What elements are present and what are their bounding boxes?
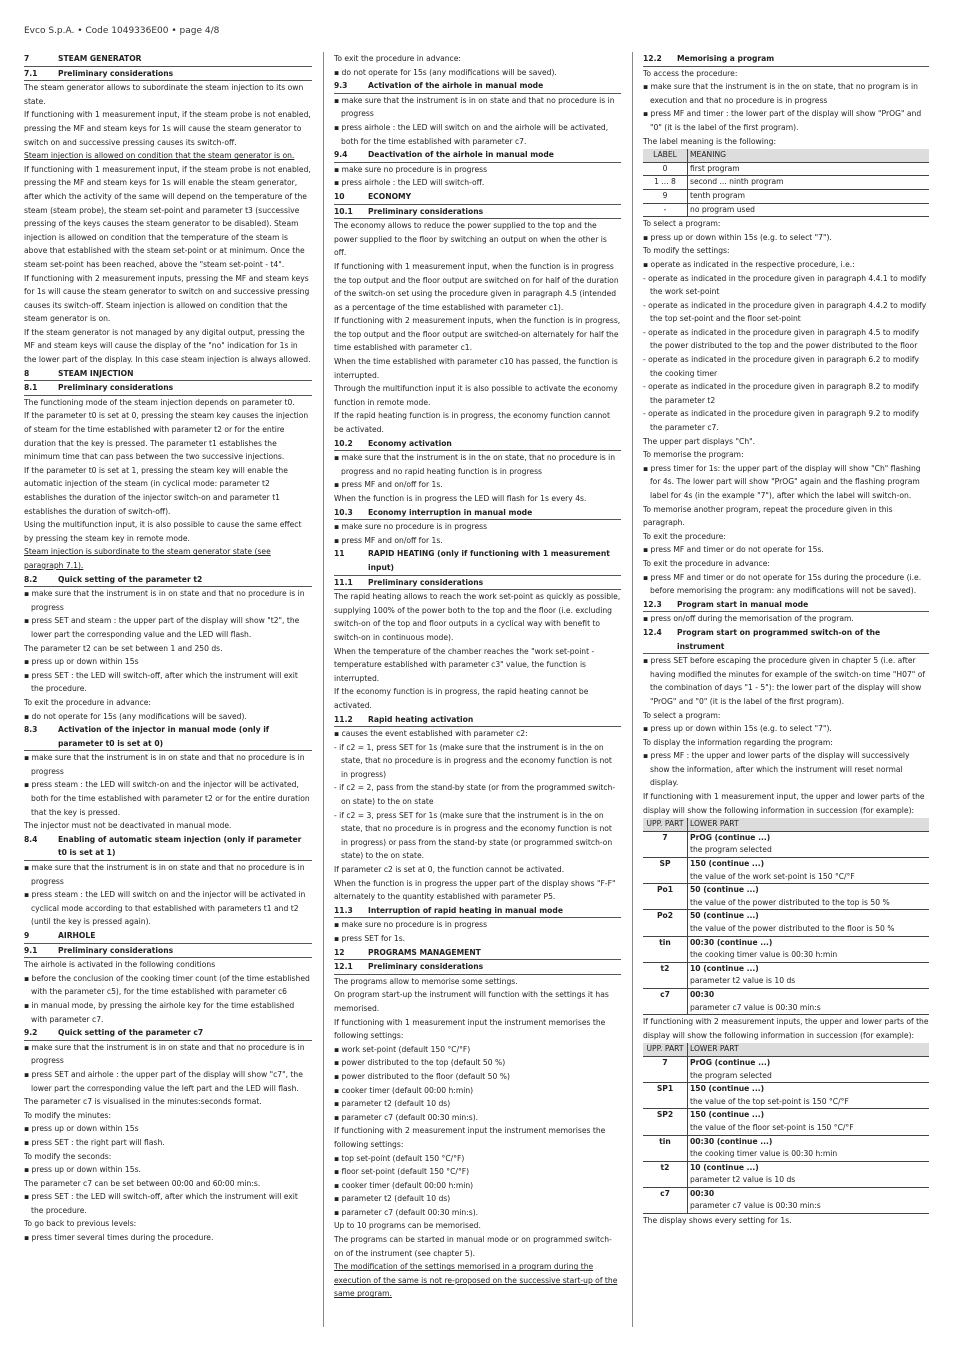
lower-part-description: parameter c7 value is 00:30 min:s [690, 1002, 821, 1012]
lower-part-value: 150 (continue ...) [690, 1110, 765, 1120]
bullet-item: ▪ make sure that the instrument is in on state and that no procedure is in progress [334, 95, 615, 119]
section-heading [334, 547, 621, 575]
bullet-item: ▪ power distributed to the top (default 50 %) [334, 1058, 506, 1068]
paragraph: Steam injection is subordinate to the steam generator state (see paragraph 7.1). [24, 547, 271, 570]
bullet-item: ▪ press SET : the LED will switch-off, after which the instrument will exit the procedure. [24, 670, 298, 694]
dash-item: - operate as indicated in the procedure given in paragraph 9.2 to modify the parameter c7. [643, 409, 919, 433]
lower-part-description: the cooking timer value is 00:30 h:min [690, 1149, 838, 1159]
lower-part-value: PrOG (continue ...) [690, 832, 771, 842]
lower-part-cell [688, 884, 930, 910]
section-number: 9.1 [24, 945, 38, 955]
bullet-item: ▪ press SET and airhole : the upper part of the display will show "c7", the lower part the corresponding value the left part and the LED will flash. [24, 1069, 303, 1093]
section-number: 9.4 [334, 150, 348, 160]
bullet-item: ▪ press SET and steam : the upper part of the display will show "t2", the lower part the corresponding value and the LED will flash. [24, 616, 300, 639]
section-heading [334, 506, 621, 521]
bullet-item: ▪ press up or down within 15s [24, 1124, 139, 1134]
section-title: Preliminary considerations [58, 68, 174, 78]
table-header-row [643, 818, 929, 831]
table-row [643, 1056, 929, 1082]
column-3-middle [643, 217, 929, 817]
footer-note: The display shows every setting for 1s. [643, 1216, 792, 1226]
table-row [643, 936, 929, 962]
paragraph: If the rapid heating function is in progress, the economy function cannot be activated. [334, 411, 610, 435]
dash-item: - if c2 = 1, press SET for 1s (make sure that the instrument is in the on state, that no procedure is in progress and the economy function is not in progress) [334, 742, 612, 779]
dash-item: - if c2 = 2, pass from the stand-by state (or from the programmed switch-on state) to the on state [334, 783, 616, 807]
lower-part-description: parameter t2 value is 10 ds [690, 1175, 796, 1185]
section-number: 11.2 [334, 714, 353, 724]
paragraph: The programs allow to memorise some settings. [334, 976, 518, 986]
column-1 [24, 52, 312, 1245]
section-heading [334, 437, 621, 452]
paragraph: When the function is in progress the upper part of the display shows "F-F" alternately to the quantity established with parameter P5. [334, 878, 616, 902]
section-number: 9.2 [24, 1028, 38, 1038]
lower-part-value: 00:30 [690, 989, 715, 999]
bullet-item: ▪ press MF and timer or do not operate for 15s during the procedure (i.e. before memorising the program: any modifications will not be saved). [643, 572, 922, 596]
dash-item: - operate as indicated in the procedure given in paragraph 4.4.2 to modify the top set-point and the floor set-point [643, 300, 927, 324]
paragraph: If functioning with 2 measurement input the instrument memorises the following settings: [334, 1126, 606, 1149]
section-title: Activation of the injector in manual mode (only if parameter t0 is set at 0) [58, 725, 270, 748]
table-cell: tenth program [688, 189, 930, 203]
lower-part-value: 10 (continue ...) [690, 1162, 759, 1172]
section-number: 11 [334, 549, 345, 559]
paragraph: The rapid heating allows to reach the work set-point as quickly as possible, supplying 100% of the power both to the top and the floor (i.e. excluding switch-on of the top and floor outputs in a cyclical way with benefit to switch-on in continuous mode). [334, 592, 621, 642]
paragraph: The parameter c7 can be set between 00:00 and 60:00 min:s. [24, 1178, 261, 1188]
paragraph: To access the procedure: [643, 68, 738, 78]
section-title: Program start in manual mode [677, 599, 809, 609]
paragraph: The airhole is activated in the following conditions [24, 960, 216, 970]
bullet-item: ▪ press up or down within 15s [24, 657, 139, 667]
section-number: 8.4 [24, 834, 38, 844]
lower-part-cell [688, 910, 930, 936]
section-title: Preliminary considerations [58, 945, 174, 955]
lower-part-description: the value of the power distributed to the floor is 50 % [690, 924, 895, 933]
section-number: 9 [24, 931, 30, 940]
dash-item: - operate as indicated in the procedure given in paragraph 6.2 to modify the cooking timer [643, 355, 919, 378]
section-number: 10.3 [334, 507, 353, 517]
paragraph: If functioning with 1 measurement input, if the steam probe is not enabled, pressing the MF and steam keys for 1s will cause the steam generator to switch on and successive pressing causes its switch-off. [24, 110, 311, 147]
paragraph: To exit the procedure: [643, 531, 726, 541]
paragraph: To memorise another program, repeat the procedure given in this paragraph. [643, 504, 893, 528]
upper-part-cell: 7 [643, 831, 688, 857]
lower-part-description: the program selected [690, 1070, 772, 1080]
paragraph: To modify the settings: [643, 246, 730, 256]
section-title: AIRHOLE [58, 931, 96, 940]
table-header-cell: LOWER PART [688, 818, 930, 831]
table-header-cell: UPP. PART [643, 818, 688, 831]
lower-part-description: the program selected [690, 845, 772, 855]
table-row [643, 910, 929, 936]
lower-part-cell [688, 1083, 930, 1109]
section-number: 9.3 [334, 81, 348, 91]
bullet-item: ▪ cooker timer (default 00:00 h:min) [334, 1180, 474, 1190]
section-heading [334, 205, 621, 220]
table-row [643, 884, 929, 910]
table-cell: 0 [643, 162, 688, 176]
section-title: Activation of the airhole in manual mode [368, 81, 544, 91]
bullet-item: ▪ floor set-point (default 150 °C/°F) [334, 1167, 470, 1177]
lower-part-description: the value of the floor set-point is 150 °C/°F [690, 1122, 854, 1132]
table-cell: - [643, 203, 688, 217]
section-heading [334, 79, 621, 94]
bullet-item: ▪ in manual mode, by pressing the airhole key for the time established with parameter c7. [24, 1000, 295, 1024]
section-heading [24, 52, 312, 67]
paragraph: The functioning mode of the steam injection depends on parameter t0. [24, 397, 295, 407]
program-info-table-1 [643, 818, 929, 1015]
lower-part-cell [688, 962, 930, 988]
table-cell: first program [688, 162, 930, 176]
bullet-item: ▪ causes the event established with parameter c2: [334, 729, 528, 739]
section-heading [643, 598, 929, 613]
bullet-item: ▪ press timer for 1s: the upper part of the display will show "Ch" flashing for 4s. The lower part will show "PrOG" again and the flashing program label for 4s (in the example "7"), after which the label will switch-on. [643, 463, 921, 500]
section-title: ECONOMY [368, 191, 412, 201]
section-heading [24, 929, 312, 944]
dash-item: - operate as indicated in the procedure given in paragraph 4.4.1 to modify the work set-point [643, 273, 927, 297]
table-header-row [643, 1043, 929, 1056]
paragraph: To select a program: [643, 219, 721, 229]
lower-part-description: parameter t2 value is 10 ds [690, 976, 796, 986]
bullet-item: ▪ cooker timer (default 00:00 h:min) [334, 1085, 474, 1095]
table-row [643, 176, 929, 190]
bullet-item: ▪ press up or down within 15s (e.g. to select "7"). [643, 724, 832, 734]
section-number: 8.1 [24, 383, 38, 393]
lower-part-cell [688, 1161, 930, 1187]
lower-part-value: 00:30 (continue ...) [690, 937, 773, 947]
section-title: Memorising a program [677, 54, 775, 63]
label-table [643, 149, 929, 217]
paragraph: When the temperature of the chamber reaches the "work set-point - temperature established with parameter c3" value, the function is interrupted. [334, 646, 595, 683]
section-title: STEAM GENERATOR [58, 54, 142, 63]
section-heading [334, 190, 621, 205]
bullet-item: ▪ press MF and on/off for 1s. [334, 480, 443, 490]
paragraph: If the parameter t0 is set at 0, pressing the steam key causes the injection of steam for the time established with parameter t2 or for the entire duration that the key is pressed. The parameter t1 establishes the minimum time that can pass between the two successive injections. [24, 411, 309, 462]
upper-part-cell: Po2 [643, 910, 688, 936]
lower-part-value: 10 (continue ...) [690, 963, 759, 973]
lower-part-value: 00:30 [690, 1188, 715, 1198]
bullet-item: ▪ top set-point (default 150 °C/°F) [334, 1153, 465, 1163]
table-cell: 1 ... 8 [643, 176, 688, 190]
section-heading [24, 573, 312, 588]
bullet-item: ▪ press SET : the right part will flash. [24, 1137, 165, 1147]
paragraph: On program start-up the instrument will function with the settings it has memorised. [334, 990, 609, 1013]
bullet-item: ▪ parameter t2 (default 10 ds) [334, 1099, 451, 1109]
dash-item: - operate as indicated in the procedure given in paragraph 8.2 to modify the parameter t2 [643, 382, 919, 405]
section-number: 10.2 [334, 438, 353, 448]
section-number: 12.3 [643, 599, 662, 609]
section-heading [24, 381, 312, 396]
section-title: Program start on programmed switch-on of the instrument [677, 627, 881, 651]
upper-part-cell: c7 [643, 988, 688, 1014]
table-row [643, 962, 929, 988]
bullet-item: ▪ press up or down within 15s (e.g. to select "7"). [643, 232, 832, 242]
lower-part-value: PrOG (continue ...) [690, 1057, 771, 1067]
table-row [643, 1161, 929, 1187]
paragraph: The upper part displays "Ch". [643, 436, 756, 446]
upper-part-cell: t2 [643, 962, 688, 988]
paragraph: To memorise the program: [643, 450, 744, 460]
lower-part-value: 150 (continue ...) [690, 859, 765, 869]
lower-part-cell [688, 858, 930, 884]
upper-part-cell: SP1 [643, 1083, 688, 1109]
bullet-item: ▪ press MF and timer : the lower part of the display will show "PrOG" and "0" (it is the label of the first program). [643, 109, 922, 132]
bullet-item: ▪ make sure that the instrument is in the on state, that no procedure is in progress and no rapid heating function is in progress [334, 453, 616, 476]
paragraph: If functioning with 2 measurement inputs, when the function is in progress, the top output and the floor output are switched-on alternately for half the time established with parameter c1. [334, 316, 621, 353]
section-heading [24, 67, 312, 82]
paragraph: If functioning with 1 measurement input the instrument memorises the following settings: [334, 1017, 606, 1041]
section-heading [24, 833, 312, 861]
section-number: 7 [24, 54, 30, 63]
section-number: 11.1 [334, 577, 353, 587]
table-row [643, 831, 929, 857]
section-title: Preliminary considerations [58, 383, 174, 393]
table-row [643, 189, 929, 203]
bullet-item: ▪ do not operate for 15s (any modifications will be saved). [24, 711, 247, 721]
table-row [643, 1187, 929, 1213]
section-title: Preliminary considerations [368, 577, 484, 587]
upper-part-cell: tin [643, 1135, 688, 1161]
section-number: 10 [334, 191, 345, 201]
lower-part-cell [688, 1056, 930, 1082]
section-number: 11.3 [334, 905, 353, 915]
lower-part-cell [688, 936, 930, 962]
paragraph: If parameter c2 is set at 0, the function cannot be activated. [334, 865, 565, 875]
table-cell: no program used [688, 203, 930, 217]
lower-part-description: parameter c7 value is 00:30 min:s [690, 1201, 821, 1211]
paragraph: When the time established with parameter c10 has passed, the function is interrupted. [334, 357, 618, 380]
section-title: Economy interruption in manual mode [368, 507, 533, 517]
paragraph: The steam generator allows to subordinate the steam injection to its own state. [24, 83, 304, 106]
table-row [643, 203, 929, 217]
lower-part-cell [688, 1109, 930, 1135]
upper-part-cell: SP2 [643, 1109, 688, 1135]
paragraph: If functioning with 1 measurement input, the upper and lower parts of the display will show the following information in succession (for example): [643, 792, 925, 815]
bullet-item: ▪ make sure that the instrument is in on state and that no procedure is in progress [24, 753, 305, 776]
section-title: STEAM INJECTION [58, 368, 134, 378]
paragraph: The programs can be started in manual mode or on programmed switch-on of the instrument (see chapter 5). [334, 1235, 612, 1258]
lower-part-cell [688, 1135, 930, 1161]
table-cell: 9 [643, 189, 688, 203]
section-title: Rapid heating activation [368, 714, 474, 724]
lower-part-cell [688, 988, 930, 1014]
program-info-table-2 [643, 1043, 929, 1214]
section-title: Interruption of rapid heating in manual mode [368, 905, 563, 915]
bullet-item: ▪ make sure no procedure is in progress [334, 164, 488, 174]
section-heading [643, 626, 929, 654]
table-header-row [643, 149, 929, 162]
dash-item: - operate as indicated in the procedure given in paragraph 4.5 to modify the power distributed to the top and the power distributed to the floor [643, 327, 919, 351]
lower-part-description: the value of the work set-point is 150 °C/°F [690, 871, 855, 881]
upper-part-cell: 7 [643, 1056, 688, 1082]
paragraph: The parameter t2 can be set between 1 and 250 ds. [24, 643, 223, 653]
lower-part-description: the value of the top set-point is 150 °C/°F [690, 1096, 849, 1106]
section-heading [334, 904, 621, 919]
paragraph: To go back to previous levels: [24, 1219, 137, 1229]
paragraph: If functioning with 2 measurement inputs, pressing the MF and steam keys for 1s will cause the steam generator to switch on and successive pressing causes its switch-off. Steam injection is allowed on condition that the steam generator is on. [24, 273, 310, 324]
section-title: Preliminary considerations [368, 962, 484, 972]
paragraph: If functioning with 2 measurement inputs, the upper and lower parts of the display will show the following information in succession (for example): [643, 1017, 929, 1040]
table-row [643, 988, 929, 1014]
bullet-item: ▪ press MF : the upper and lower parts of the display will successively show the information, after which the instrument will reset normal display. [643, 751, 910, 788]
paragraph: Using the multifunction input, it is also possible to cause the same effect by pressing the steam key in remote mode. [24, 520, 302, 543]
paragraph: To modify the minutes: [24, 1110, 112, 1120]
column-divider [323, 52, 324, 1327]
table-cell: second ... ninth program [688, 176, 930, 190]
section-number: 8.2 [24, 574, 38, 584]
paragraph: If the economy function is in progress, the rapid heating cannot be activated. [334, 687, 589, 710]
section-title: Deactivation of the airhole in manual mode [368, 150, 554, 160]
lower-part-value: 50 (continue ...) [690, 911, 759, 921]
section-number: 12.4 [643, 627, 662, 637]
bullet-item: ▪ parameter c7 (default 00:30 min:s). [334, 1112, 479, 1122]
table-header-cell: UPP. PART [643, 1043, 688, 1056]
paragraph: To display the information regarding the program: [643, 737, 833, 747]
section-heading [24, 367, 312, 382]
section-title: Economy activation [368, 438, 452, 448]
paragraph: If the parameter t0 is set at 1, pressing the steam key will enable the automatic injection of the steam (in cyclical mode: parameter t2 establishes the duration of the injector switch-on and parameter t1 establishes the duration of switch-off). [24, 465, 288, 516]
section-heading [334, 576, 621, 591]
paragraph: To select a program: [643, 710, 721, 720]
lower-part-description: the cooking timer value is 00:30 h:min [690, 950, 838, 960]
section-title: Quick setting of the parameter t2 [58, 574, 203, 584]
bullet-item: ▪ parameter t2 (default 10 ds) [334, 1194, 451, 1204]
paragraph: To exit the procedure in advance: [334, 54, 461, 63]
section-title: Preliminary considerations [368, 206, 484, 216]
paragraph: To modify the seconds: [24, 1151, 112, 1161]
upper-part-cell: t2 [643, 1161, 688, 1187]
paragraph: If the steam generator is not managed by any digital output, pressing the MF and steam keys will cause the display of the "no" indication for 1s in the lower part of the display. In this case steam injection is always allowed. [24, 327, 311, 365]
section-number: 7.1 [24, 68, 38, 78]
section-title: PROGRAMS MANAGEMENT [368, 947, 481, 957]
paragraph: If functioning with 1 measurement input, when the function is in progress the top output and the floor output are switched on for half of the duration of the switch-on set using the procedure given in paragraph 4.5 (intended as a percentage of the time established with parameter c1). [334, 261, 619, 312]
bullet-item: ▪ press airhole : the LED will switch-off. [334, 178, 485, 188]
paragraph: Up to 10 programs can be memorised. [334, 1221, 481, 1231]
bullet-item: ▪ make sure that the instrument is in on state and that no procedure is in progress [24, 1042, 305, 1066]
section-number: 12.1 [334, 962, 353, 972]
bullet-item: ▪ parameter c7 (default 00:30 min:s). [334, 1207, 479, 1217]
column-divider [632, 52, 633, 1327]
paragraph: Steam injection is allowed on condition that the steam generator is on. [24, 151, 295, 161]
paragraph: If functioning with 1 measurement input, if the steam probe is not enabled, pressing the MF and steam keys for 1s will enable the steam generator, after which the activity of the same will depend on the temperature of the steam (steam probe), the steam set-point and parameter t3 (successive pressing of the keys causes the steam generator to be disabled). Steam injection is allowed on condition that the temperature of the steam is above that established with the steam set-point or at minimum. Once the steam set-point has been reached, above the "steam set-point - t4". [24, 164, 311, 269]
bullet-item: ▪ press SET : the LED will switch-off, after which the instrument will exit the procedure. [24, 1192, 298, 1215]
upper-part-cell: tin [643, 936, 688, 962]
section-heading [24, 723, 312, 751]
bullet-item: ▪ work set-point (default 150 °C/°F) [334, 1044, 471, 1054]
section-number: 10.1 [334, 206, 353, 216]
lower-part-value: 00:30 (continue ...) [690, 1136, 773, 1146]
table-row [643, 858, 929, 884]
bullet-item: ▪ press timer several times during the procedure. [24, 1233, 214, 1243]
bullet-item: ▪ power distributed to the floor (default 50 %) [334, 1071, 510, 1081]
bullet-item: ▪ press MF and timer or do not operate for 15s. [643, 545, 824, 555]
table-row [643, 1135, 929, 1161]
section-number: 12.2 [643, 54, 662, 63]
table-header-cell: MEANING [688, 149, 930, 162]
bullet-item: ▪ press steam : the LED will switch-on and the injector will be activated, both for the time established with parameter t2 or for the entire duration that the key is pressed. [24, 780, 310, 817]
paragraph: The modification of the settings memorised in a program during the execution of the same is not re-proposed on the successive start-up of the same program. [334, 1262, 618, 1299]
paragraph: The label meaning is the following: [643, 136, 777, 146]
table-row [643, 162, 929, 176]
table-row [643, 1109, 929, 1135]
column-3-top [643, 52, 929, 148]
bullet-item: ▪ before the conclusion of the cooking timer count (of the time established with the parameter c5), for the time established with parameter c6 [24, 973, 310, 997]
bullet-item: ▪ make sure that the instrument is in on state and that no procedure is in progress [24, 589, 305, 612]
paragraph: When the function is in progress the LED will flash for 1s every 4s. [334, 494, 587, 503]
section-heading [643, 52, 929, 67]
upper-part-cell: Po1 [643, 884, 688, 910]
section-heading [24, 944, 312, 959]
bullet-item: ▪ press airhole : the LED will switch on and the airhole will be activated, both for the time established with parameter c7. [334, 122, 609, 146]
section-number: 8 [24, 368, 30, 378]
bullet-item: ▪ make sure that the instrument is in the on state, that no program is in execution and that no procedure is in progress [643, 82, 918, 105]
lower-part-cell [688, 1187, 930, 1213]
paragraph: The parameter c7 is visualised in the minutes:seconds format. [24, 1097, 262, 1107]
dash-item: - if c2 = 3, press SET for 1s (make sure that the instrument is in the on state, that no procedure is in progress and the economy function is not in progress) or pass from the stand-by state (or programmed switch-on state) to the on state. [334, 810, 613, 861]
upper-part-cell: c7 [643, 1187, 688, 1213]
lower-part-value: 50 (continue ...) [690, 885, 759, 895]
section-heading [334, 713, 621, 728]
paragraph: The injector must not be deactivated in manual mode. [24, 821, 232, 831]
lower-part-cell [688, 831, 930, 857]
column-2 [334, 52, 621, 1301]
bullet-item: ▪ press up or down within 15s. [24, 1165, 141, 1175]
section-title: RAPID HEATING (only if functioning with 1 measurement input) [368, 549, 610, 572]
section-title: Quick setting of the parameter c7 [58, 1028, 204, 1038]
section-heading [334, 960, 621, 975]
bullet-item: ▪ press on/off during the memorisation of the program. [643, 614, 854, 624]
bullet-item: ▪ make sure no procedure is in progress [334, 920, 488, 930]
paragraph: Through the multifunction input it is also possible to activate the economy function in remote mode. [334, 384, 618, 407]
column-3 [643, 52, 929, 1228]
bullet-item: ▪ press SET for 1s. [334, 934, 406, 943]
paragraph: To exit the procedure in advance: [643, 558, 770, 568]
section-heading [24, 1026, 312, 1041]
section-heading [334, 946, 621, 961]
paragraph: The economy allows to reduce the power supplied to the top and the power supplied to the floor by switching an output on when the other is off. [334, 221, 607, 258]
table-row [643, 1083, 929, 1109]
section-heading [334, 148, 621, 163]
paragraph: To exit the procedure in advance: [24, 697, 151, 707]
lower-part-value: 150 (continue ...) [690, 1084, 765, 1094]
lower-part-description: the value of the power distributed to the top is 50 % [690, 897, 890, 907]
table-header-cell: LABEL [643, 149, 688, 162]
upper-part-cell: SP [643, 858, 688, 884]
page-header: Evco S.p.A. • Code 1049336E00 • page 4/8 [24, 26, 220, 36]
bullet-item: ▪ do not operate for 15s (any modifications will be saved). [334, 67, 557, 77]
section-title: Enabling of automatic steam injection (only if parameter t0 is set at 1) [58, 834, 302, 858]
bullet-item: ▪ press steam : the LED will switch on and the injector will be activated in cyclical mode according to that established with parameters t1 and t2 (until the key is pressed again). [24, 890, 306, 927]
table-header-cell: LOWER PART [688, 1043, 930, 1056]
bullet-item: ▪ make sure no procedure is in progress [334, 522, 488, 532]
section-number: 12 [334, 947, 345, 957]
bullet-item: ▪ press SET before escaping the procedure given in chapter 5 (i.e. after having modified the minutes for example of the switch-on time "H07" of the combination of days "1 - 5"): the lower part of the display will show "PrOG" and "0" (it is the label of the first program). [643, 656, 926, 706]
bullet-item: ▪ operate as indicated in the respective procedure, i.e.: [643, 259, 855, 269]
bullet-item: ▪ press MF and on/off for 1s. [334, 535, 443, 545]
bullet-item: ▪ make sure that the instrument is in on state and that no procedure is in progress [24, 863, 305, 886]
section-number: 8.3 [24, 725, 38, 735]
